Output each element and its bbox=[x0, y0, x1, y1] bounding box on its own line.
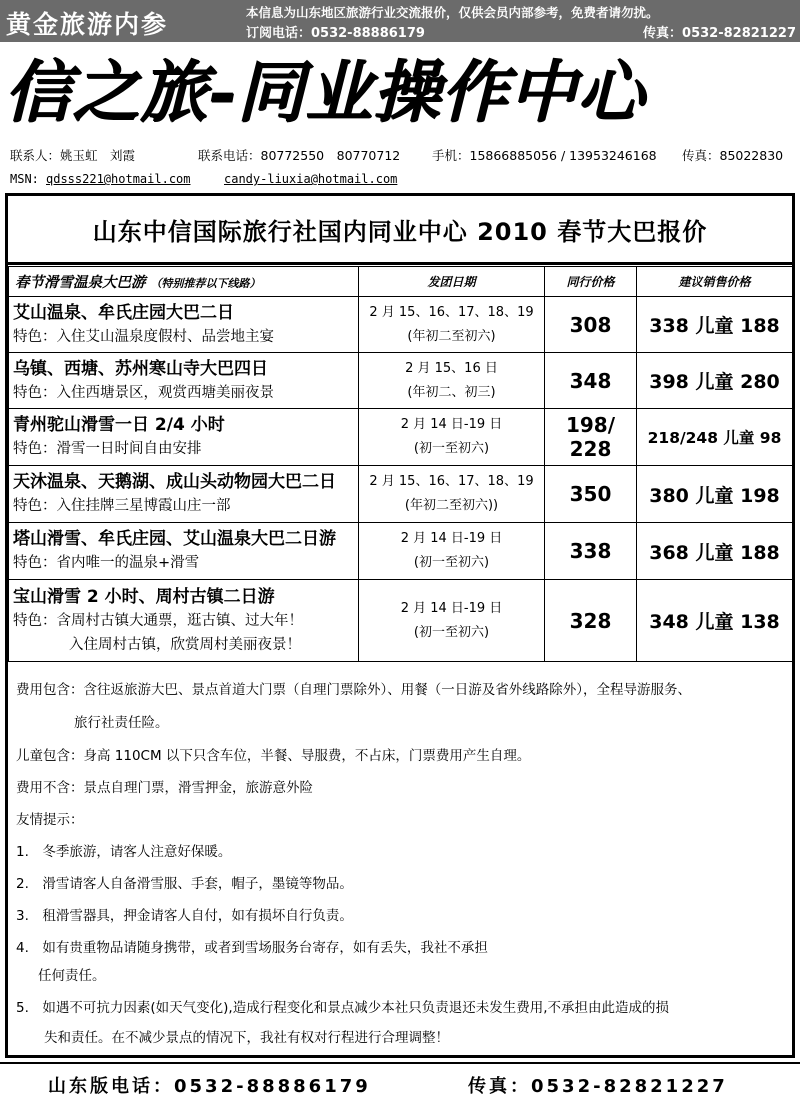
date-cell: 2 月 15、16 日 (年初二、初三) bbox=[359, 353, 545, 409]
top-banner bbox=[0, 0, 800, 42]
page-title: 信之旅-同业操作中心 bbox=[4, 52, 645, 131]
child-included: 儿童包含：身高 110CM 以下只含车位，半餐、导服费，不占床，门票费用产生自理。 bbox=[16, 748, 531, 764]
route-feature: 特色：入住西塘景区，观赏西塘美丽夜景 bbox=[13, 384, 274, 401]
tip-item: 3. 租滑雪器具，押金请客人自付，如有损坏自行负责。 bbox=[16, 908, 353, 924]
brand-name: 黄金旅游内参 bbox=[6, 10, 169, 39]
tip-item: 4. 如有贵重物品请随身携带，或者到雪场服务台寄存，如有丢失，我社不承担 bbox=[16, 940, 488, 956]
suggest-price: 398 儿童 280 bbox=[637, 353, 793, 409]
route-cell bbox=[9, 297, 359, 353]
route-cell bbox=[9, 523, 359, 580]
footer-phone: 山东版电话：0532-88886179 bbox=[48, 1076, 371, 1097]
tips-heading: 友情提示： bbox=[16, 812, 84, 828]
header-suggest-price: 建议销售价格 bbox=[637, 267, 793, 297]
tip-item: 5. 如遇不可抗力因素(如天气变化),造成行程变化和景点减少本社只负责退还未发生费用,不承担由此造成的损 bbox=[16, 1000, 669, 1016]
date-cell: 2 月 14 日-19 日 (初一至初六) bbox=[359, 523, 545, 580]
footer-divider bbox=[0, 1062, 800, 1064]
peer-price: 348 bbox=[545, 353, 637, 409]
route-cell bbox=[9, 353, 359, 409]
msn-link-2[interactable]: candy-liuxia@hotmail.com bbox=[224, 172, 398, 186]
price-heading: 山东中信国际旅行社国内同业中心 2010 春节大巴报价 bbox=[92, 218, 708, 246]
route-feature: 特色：入住艾山温泉度假村、品尝地主宴 bbox=[13, 328, 274, 345]
route-feature: 特色：省内唯一的温泉+滑雪 bbox=[13, 555, 200, 571]
subscribe-line bbox=[246, 22, 796, 41]
table-row bbox=[9, 353, 793, 409]
table-row bbox=[9, 297, 793, 353]
table-header-row bbox=[9, 267, 793, 297]
msn-line bbox=[10, 172, 398, 186]
suggest-price: 368 儿童 188 bbox=[637, 523, 793, 580]
footer bbox=[48, 1072, 768, 1098]
peer-price: 198/ 228 bbox=[545, 409, 637, 466]
route-feature: 特色：入住挂牌三星博霞山庄一部 bbox=[13, 498, 231, 514]
suggest-price: 218/248 儿童 98 bbox=[637, 409, 793, 466]
header-date: 发团日期 bbox=[359, 267, 545, 297]
cost-excluded: 费用不含：景点自理门票，滑雪押金，旅游意外险 bbox=[16, 780, 313, 796]
route-name: 青州驼山滑雪一日 2/4 小时 bbox=[13, 415, 225, 435]
tip-item: 2. 滑雪请客人自备滑雪服、手套，帽子，墨镜等物品。 bbox=[16, 876, 353, 892]
table-row bbox=[9, 466, 793, 523]
suggest-price: 348 儿童 138 bbox=[637, 580, 793, 662]
route-name: 宝山滑雪 2 小时、周村古镇二日游 bbox=[13, 586, 275, 607]
route-cell bbox=[9, 466, 359, 523]
contact-person: 联系人：姚玉虹 刘霞 bbox=[10, 148, 136, 163]
cost-included-cont: 旅行社责任险。 bbox=[74, 715, 169, 731]
route-feature: 特色：含周村古镇大通票，逛古镇、过大年！ bbox=[13, 612, 303, 629]
header-route: 春节滑雪温泉大巴游 （特别推荐以下线路） bbox=[9, 267, 359, 297]
date-cell: 2 月 14 日-19 日 (初一至初六) bbox=[359, 580, 545, 662]
tip-item: 1. 冬季旅游，请客人注意好保暖。 bbox=[16, 844, 232, 860]
contact-mobile: 手机：15866885056 / 13953246168 bbox=[432, 148, 657, 163]
peer-price: 328 bbox=[545, 580, 637, 662]
route-feature: 特色：滑雪一日时间自由安排 bbox=[13, 441, 202, 457]
price-table bbox=[8, 266, 793, 662]
msn-link-1[interactable]: qdsss221@hotmail.com bbox=[46, 172, 191, 186]
route-name: 乌镇、西塘、苏州寒山寺大巴四日 bbox=[13, 358, 268, 379]
peer-price: 350 bbox=[545, 466, 637, 523]
heading-divider bbox=[8, 262, 792, 265]
suggest-price: 338 儿童 188 bbox=[637, 297, 793, 353]
tip-item-cont: 失和责任。在不减少景点的情况下，我社有权对行程进行合理调整！ bbox=[44, 1030, 449, 1046]
route-name: 塔山滑雪、牟氏庄园、艾山温泉大巴二日游 bbox=[13, 529, 336, 549]
route-feature-extra: 入住周村古镇，欣赏周村美丽夜景！ bbox=[69, 636, 301, 653]
tip-item-cont: 任何责任。 bbox=[38, 968, 106, 984]
msn-label: MSN: bbox=[10, 172, 39, 186]
header-peer-price: 同行价格 bbox=[545, 267, 637, 297]
route-cell bbox=[9, 409, 359, 466]
table-row bbox=[9, 523, 793, 580]
date-cell: 2 月 14 日-19 日 (初一至初六) bbox=[359, 409, 545, 466]
cost-included: 费用包含：含往返旅游大巴、景点首道大门票（自理门票除外）、用餐（一日游及省外线路除外），全程导游服务、 bbox=[16, 682, 691, 698]
table-row bbox=[9, 409, 793, 466]
date-cell: 2 月 15、16、17、18、19 (年初二至初六)) bbox=[359, 466, 545, 523]
member-notice: 本信息为山东地区旅游行业交流报价，仅供会员内部参考，免费者请勿扰。 bbox=[246, 5, 659, 20]
date-cell: 2 月 15、16、17、18、19 (年初二至初六) bbox=[359, 297, 545, 353]
banner-fax: 传真：0532-82821227 bbox=[643, 26, 796, 41]
route-name: 艾山温泉、牟氏庄园大巴二日 bbox=[13, 302, 234, 323]
peer-price: 308 bbox=[545, 297, 637, 353]
footer-fax: 传真：0532-82821227 bbox=[468, 1076, 728, 1097]
contact-fax: 传真：85022830 bbox=[682, 148, 784, 163]
peer-price: 338 bbox=[545, 523, 637, 580]
suggest-price: 380 儿童 198 bbox=[637, 466, 793, 523]
subscribe-phone: 订阅电话：0532-88886179 bbox=[246, 26, 425, 41]
route-cell bbox=[9, 580, 359, 662]
table-row bbox=[9, 580, 793, 662]
contact-phone: 联系电话：80772550 80770712 bbox=[198, 148, 401, 163]
route-name: 天沐温泉、天鹅湖、成山头动物园大巴二日 bbox=[13, 472, 336, 492]
